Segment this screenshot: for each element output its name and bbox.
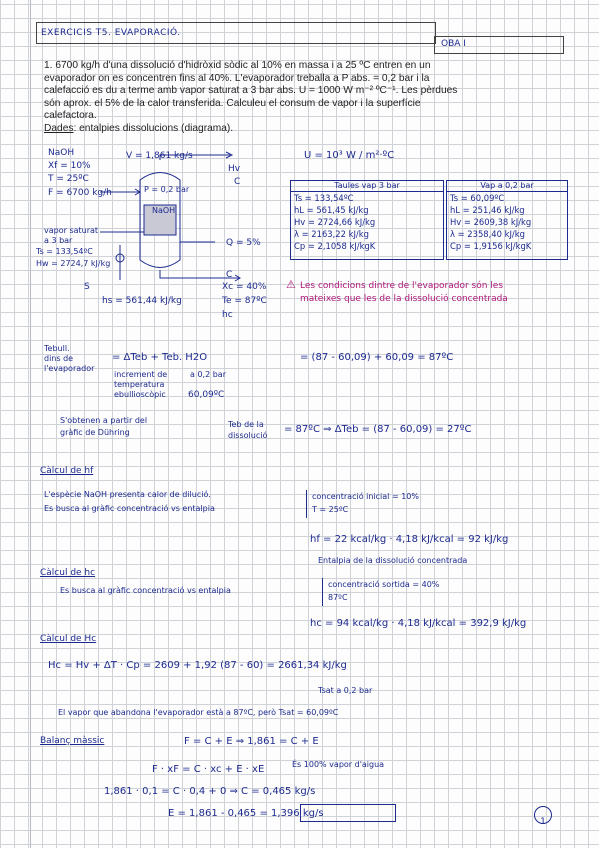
data-label: Dades — [44, 122, 74, 134]
evap-pressure: P = 0,2 bar — [144, 185, 190, 194]
losses-label: Q = 5% — [226, 238, 261, 248]
teb-sum: = ΔTeb + Teb. H2O — [112, 352, 208, 363]
steam-table-3bar — [290, 180, 444, 260]
teb-sub1-1: increment de — [114, 370, 168, 379]
product-xc: Xc = 40% — [222, 282, 267, 292]
data-rest: : entalpies dissolucions (diagrama). — [73, 122, 234, 134]
table-row: Ts = 133,54ºC — [294, 193, 354, 203]
product-c: C — [226, 270, 233, 280]
product-hc: hc — [222, 310, 233, 320]
page-number-circle — [534, 806, 552, 827]
steam-table-02bar — [446, 180, 568, 260]
header-title: EXERCICIS T5. EVAPORACIÓ. — [41, 28, 181, 38]
condensate-h: hs = 561,44 kJ/kg — [102, 296, 182, 306]
table-row: Cp = 1,9156 kJ/kgK — [450, 241, 532, 251]
teb-sub2: a 0,2 bar — [190, 370, 226, 379]
hf-cond2: T = 25ºC — [312, 505, 349, 514]
teb-lhs-1: Tebull. — [44, 344, 70, 353]
hf-line1: L'espècie NaOH presenta calor de dilució. — [44, 490, 211, 499]
balance-eq2: F · xF = C · xc + E · xE — [152, 764, 265, 775]
sheet-box — [434, 36, 564, 54]
table-row: Cp = 2,1058 kJ/kgK — [294, 241, 376, 251]
hc-cond1: concentració sortida = 40% — [328, 580, 440, 589]
condensate-s: S — [84, 282, 90, 292]
teb-lhs-3: l'evaporador — [44, 364, 95, 373]
Hc-equation: Hc = Hv + ΔT · Cp = 2609 + 1,92 (87 - 60) = 2661,34 kJ/kg — [48, 660, 347, 671]
steam-label-1: vapor saturat — [44, 226, 99, 235]
vapor-out-c: C — [234, 177, 241, 187]
hf-result: hf = 22 kcal/kg · 4,18 kJ/kcal = 92 kJ/kg — [310, 534, 509, 545]
teb-result: = (87 - 60,09) + 60,09 = 87ºC — [300, 352, 454, 363]
hf-line2: Es busca al gràfic concentració vs entalpia — [44, 504, 215, 513]
hc-bracket — [322, 578, 323, 606]
teb-sub1-3: ebullioscòpic — [114, 390, 166, 399]
hc-heading: Càlcul de hc — [40, 568, 96, 578]
vapor-out-h: Hv — [228, 164, 241, 174]
feed-xf: Xf = 10% — [48, 161, 91, 171]
Hc-text: El vapor que abandona l'evaporador està a 87ºC, però Tsat = 60,09ºC — [58, 708, 339, 717]
duhring-lhs-2: gràfic de Dühring — [60, 428, 130, 437]
feed-flow: F = 6700 kg/h — [48, 188, 112, 198]
teb-sub1-2: temperatura — [114, 380, 165, 389]
margin-line — [30, 0, 31, 848]
balance-eq1: F = C + E ⇒ 1,861 = C + E — [184, 736, 319, 747]
feed-t: T = 25ºC — [48, 174, 89, 184]
table-row: λ = 2163,22 kJ/kg — [294, 229, 369, 239]
table-row: Hv = 2609,38 kJ/kg — [450, 217, 532, 227]
hc-line1: Es busca al gràfic concentració vs entalpia — [60, 586, 231, 595]
feed-species: NaOH — [48, 148, 75, 158]
balance-eq4: E = 1,861 - 0,465 = 1,396 kg/s — [168, 808, 324, 819]
problem-text: 1. 6700 kg/h d'una dissolució d'hidròxid sòdic al 10% en massa i a 25 ºC entren en un evaporador on es concentren fins al 40%. L'evaporador treballa a P abs. = 0,2 bar i la calefacció es du a terme amb vapor saturat a 3 bar abs. U = 1000 W m⁻² ºC⁻¹. Les pèrdues són aprox. el 5% de la calor transferida. Calculeu el consum de vapor i la superfície calefactora. — [44, 60, 458, 122]
duhring-mid-1: Teb de la — [228, 420, 264, 429]
teb-h2o-value: 60,09ºC — [188, 390, 225, 400]
balance-heading: Balanç màssic — [40, 736, 105, 746]
duhring-eq: = 87ºC ⇒ ΔTeb = (87 - 60,09) = 27ºC — [284, 424, 472, 435]
u-value: U = 10³ W / m²·ºC — [304, 150, 395, 161]
steam-table-02bar-title: Vap a 0,2 bar — [447, 181, 567, 192]
sheet-label: OBA I — [441, 39, 466, 49]
conditions-note: Les condicions dintre de l'evaporador són les mateixes que les de la dissolució concentrada — [300, 281, 508, 304]
table-row: Hv = 2724,66 kJ/kg — [294, 217, 376, 227]
steam-ts: Ts = 133,54ºC — [36, 247, 93, 256]
steam-table-3bar-title: Taules vap 3 bar — [291, 181, 443, 192]
evap-species: NaOH — [152, 206, 176, 215]
table-row: hL = 251,46 kJ/kg — [450, 205, 525, 215]
table-row: hL = 561,45 kJ/kg — [294, 205, 369, 215]
hf-footnote: Entalpia de la dissolució concentrada — [318, 556, 468, 565]
vapor-out-label: V = 1,861 kg/s — [126, 151, 193, 161]
Hc-heading: Càlcul de Hc — [40, 634, 97, 644]
teb-lhs-2: dins de — [44, 354, 74, 363]
problem-statement — [44, 60, 474, 136]
hf-cond1: concentració inicial = 10% — [312, 492, 419, 501]
table-row: λ = 2358,40 kJ/kg — [450, 229, 525, 239]
balance-eq3: 1,861 · 0,1 = C · 0,4 + 0 ⇒ C = 0,465 kg/s — [104, 786, 316, 797]
page-number: 1 — [540, 817, 546, 827]
steam-label-2: a 3 bar — [44, 236, 73, 245]
product-te: Te = 87ºC — [222, 296, 267, 306]
Hc-sub: Tsat a 0,2 bar — [318, 686, 373, 695]
duhring-lhs-1: S'obtenen a partir del — [60, 416, 148, 425]
hf-bracket — [306, 490, 307, 518]
table-row: Ts = 60,09ºC — [450, 193, 505, 203]
header-box — [36, 22, 436, 44]
balance-eq2-note: És 100% vapor d'aigua — [292, 760, 385, 769]
steam-hw: Hw = 2724,7 kJ/kg — [36, 259, 111, 268]
result-box — [300, 804, 396, 822]
warning-icon: ⚠ — [286, 278, 296, 291]
hc-cond2: 87ºC — [328, 593, 348, 602]
hf-heading: Càlcul de hf — [40, 466, 94, 476]
duhring-mid-2: dissolució — [228, 431, 268, 440]
hc-result: hc = 94 kcal/kg · 4,18 kJ/kcal = 392,9 kJ/kg — [310, 618, 527, 629]
